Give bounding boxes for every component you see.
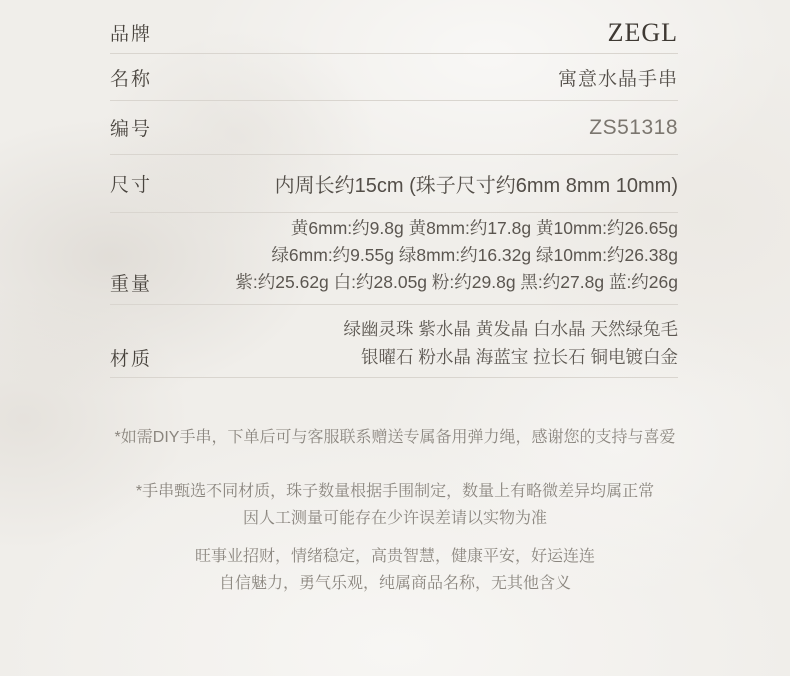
- table-row-size: [110, 155, 678, 213]
- material-label: 材质: [110, 349, 153, 370]
- note-diy: *如需DIY手串，下单后可与客服联系赠送专属备用弹力绳，感谢您的支持与喜爱: [114, 429, 676, 446]
- table-row-brand: [110, 0, 678, 54]
- table-row-weight: [110, 213, 678, 305]
- note-variance-line-1: *手串甄选不同材质，珠子数量根据手围制定，数量上有略微差异均属正常: [135, 483, 655, 500]
- size-label: 尺寸: [110, 175, 153, 196]
- note-blessing-line-1: 旺事业招财，情绪稳定，高贵智慧，健康平安，好运连连: [194, 548, 595, 565]
- weight-line-others: 紫:约25.62g 白:约28.05g 粉:约29.8g 黑:约27.8g 蓝:约26g: [235, 272, 678, 292]
- product-weight: [235, 215, 678, 296]
- product-material: [344, 315, 678, 371]
- name-label: 名称: [110, 68, 153, 90]
- product-size: 内周长约15cm (珠子尺寸约6mm 8mm 10mm): [274, 175, 678, 197]
- product-name: 寓意水晶手串: [557, 68, 678, 90]
- note-variance-line-2: 因人工测量可能存在少许误差请以实物为准: [242, 510, 547, 527]
- weight-line-yellow: 黄6mm:约9.8g 黄8mm:约17.8g 黄10mm:约26.65g: [290, 218, 678, 238]
- weight-line-green: 绿6mm:约9.55g 绿8mm:约16.32g 绿10mm:约26.38g: [271, 245, 678, 265]
- weight-label: 重量: [110, 274, 153, 295]
- brand-logo: ZEGL: [607, 17, 678, 47]
- note-blessing-line-2: 自信魅力，勇气乐观，纯属商品名称，无其他含义: [218, 575, 571, 592]
- material-line-2: 银曜石 粉水晶 海蓝宝 拉长石 铜电镀白金: [361, 347, 678, 367]
- brand-label: 品牌: [110, 24, 153, 45]
- table-row-name: [110, 54, 678, 101]
- code-label: 编号: [110, 119, 153, 140]
- material-line-1: 绿幽灵珠 紫水晶 黄发晶 白水晶 天然绿兔毛: [343, 319, 678, 339]
- spec-table: [110, 0, 678, 378]
- table-row-code: [110, 101, 678, 155]
- note-blessing: [0, 543, 790, 597]
- note-variance: [0, 478, 790, 532]
- product-code: ZS51318: [589, 115, 678, 139]
- table-row-material: [110, 305, 678, 378]
